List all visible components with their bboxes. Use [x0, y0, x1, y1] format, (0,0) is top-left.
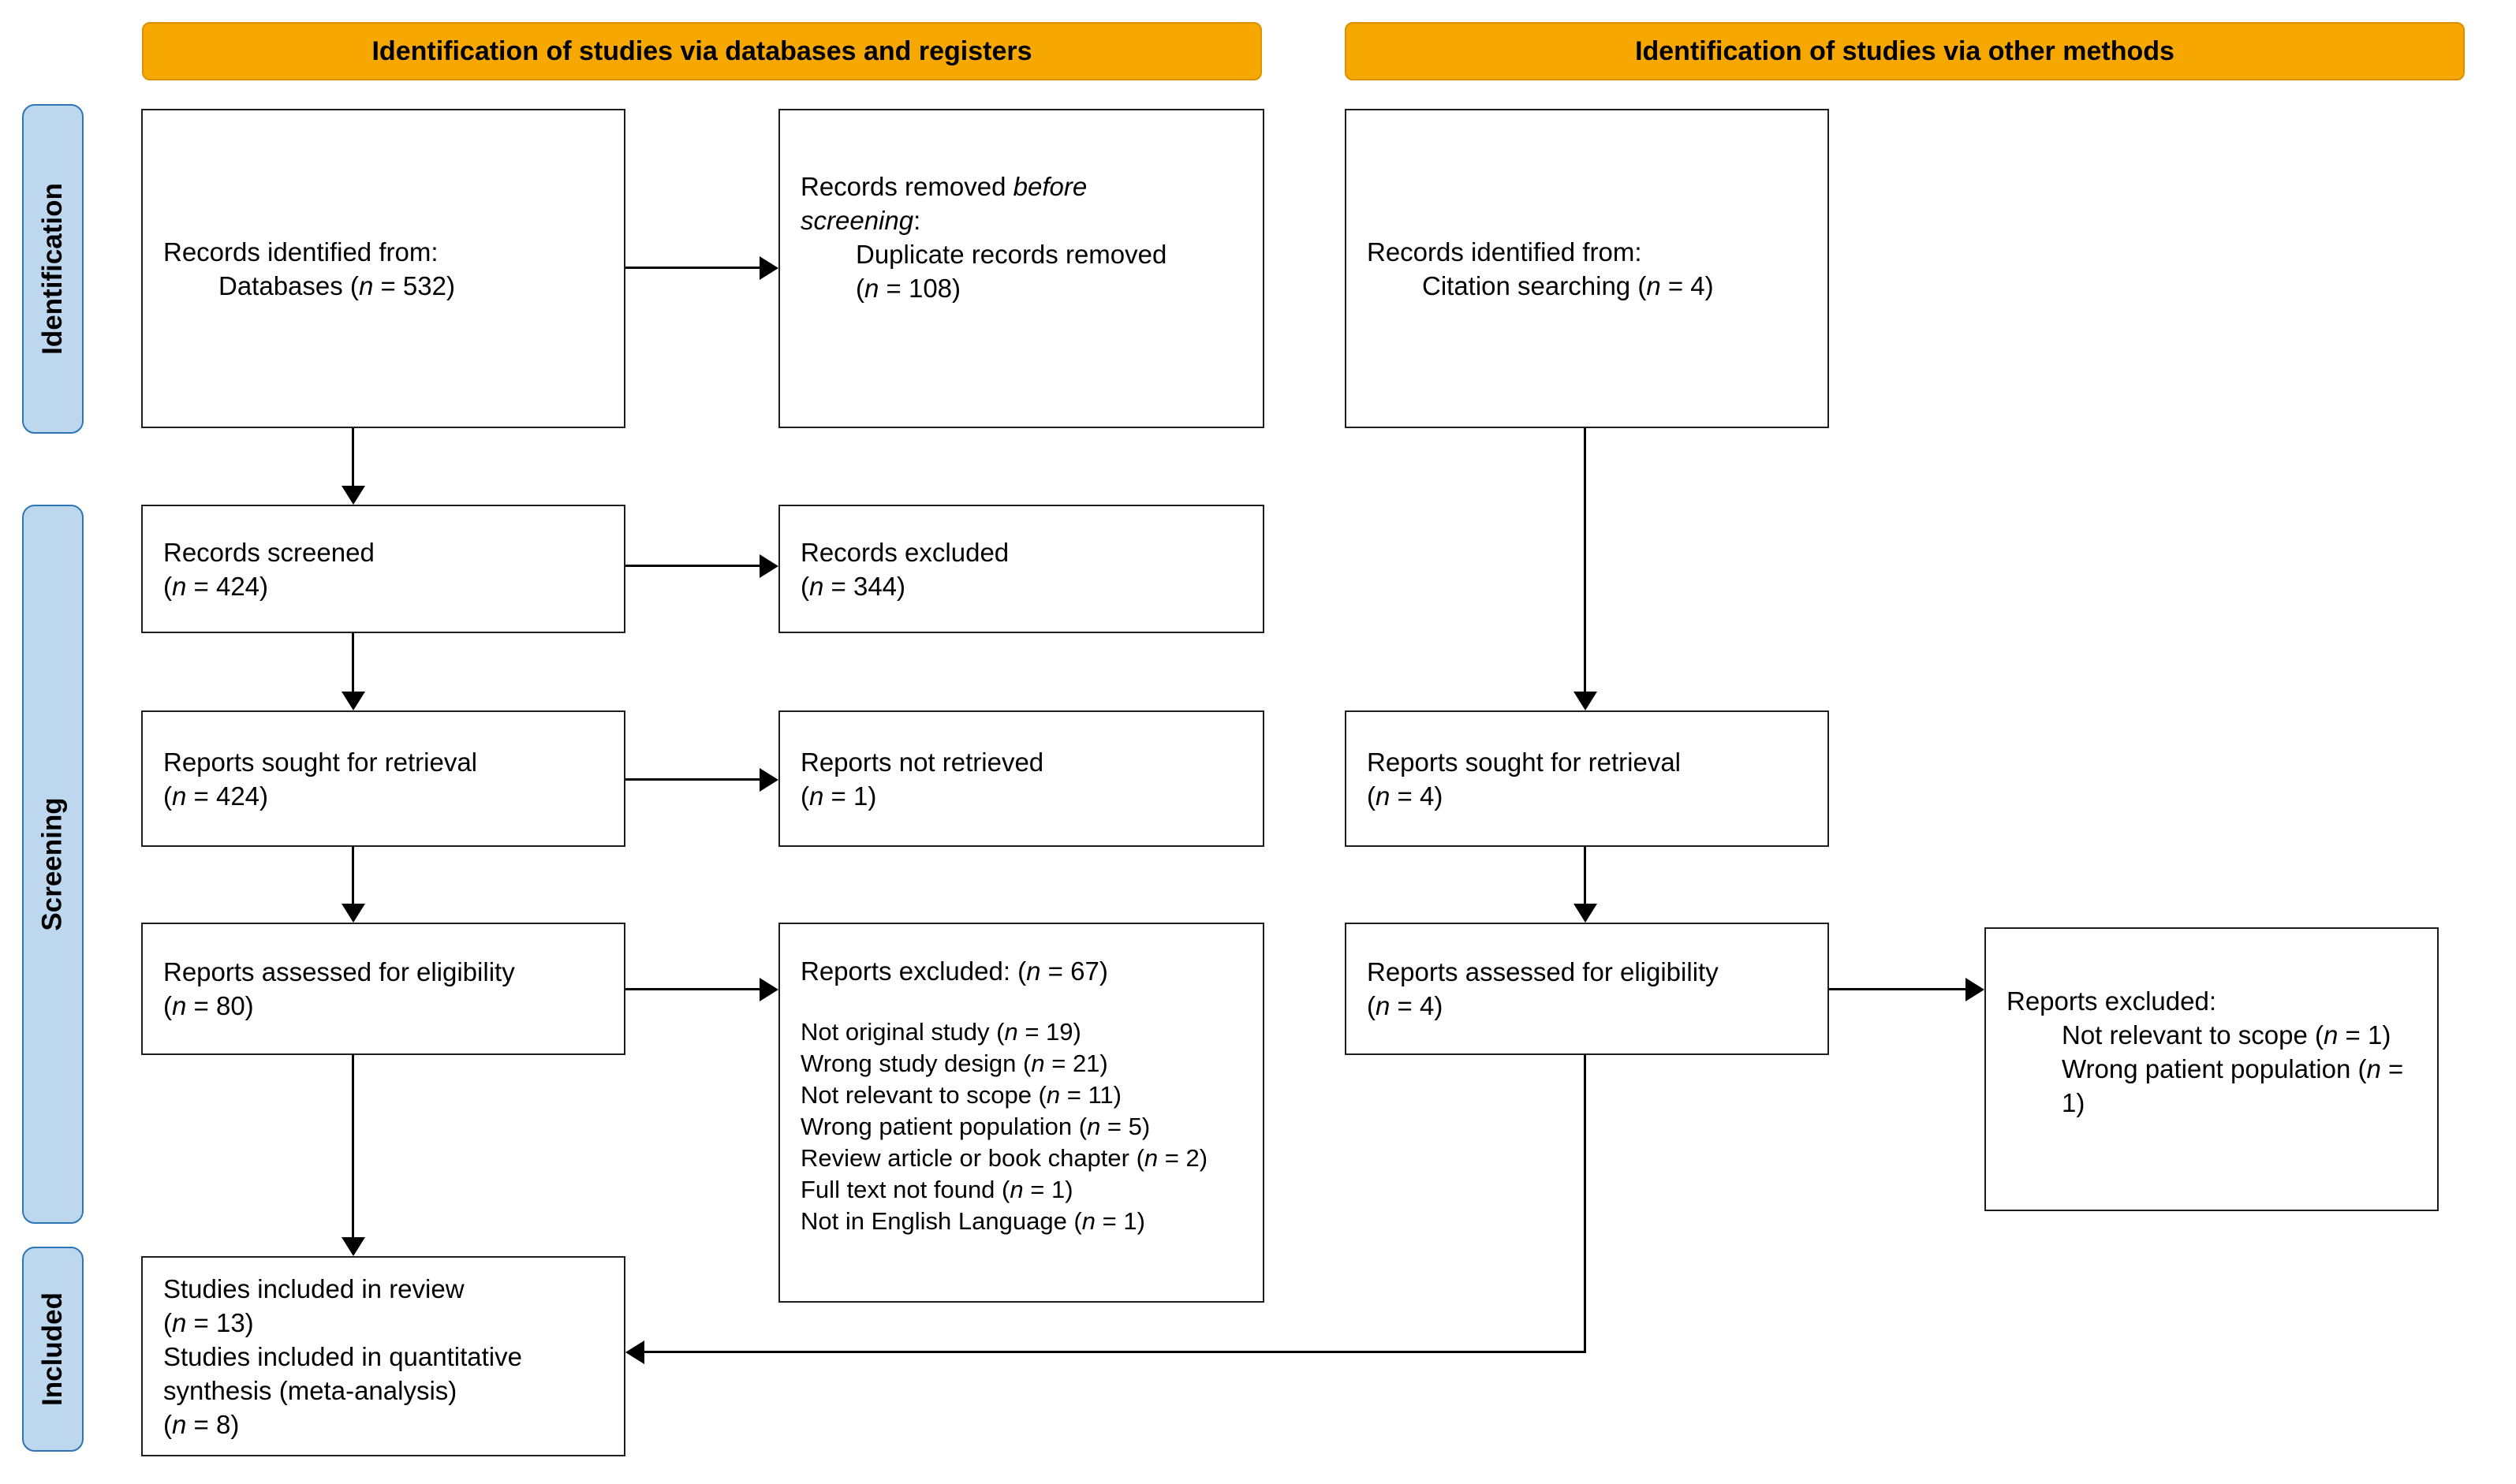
arrow-identified-to-removed-shaft: [625, 267, 761, 269]
arrow-citation-sought-to-assessed-shaft: [1584, 847, 1586, 905]
box-reports-assessed-databases: [141, 923, 625, 1055]
box-line: Records removed before: [801, 172, 1088, 201]
arrow-citation-to-sought-shaft: [1584, 428, 1586, 693]
box-line: Records screened: [163, 537, 375, 567]
box-records-identified-citation: [1345, 109, 1829, 428]
arrow-screened-to-excluded-shaft: [625, 565, 761, 567]
box-line: Studies included in quantitative: [163, 1342, 522, 1371]
box-records-excluded: [778, 505, 1264, 633]
box-line: Reports assessed for eligibility: [1367, 957, 1719, 986]
box-reports-assessed-other: [1345, 923, 1829, 1055]
box-line: (n = 108): [856, 274, 961, 303]
box-line: Reports sought for retrieval: [1367, 747, 1682, 777]
stage-included: [22, 1247, 84, 1452]
box-line: Wrong study design (n = 21): [801, 1050, 1108, 1077]
connector-citation-to-included-head: [625, 1340, 644, 1364]
box-reports-excluded-databases: [778, 923, 1264, 1303]
arrow-screened-to-excluded-head: [760, 554, 778, 578]
box-line: Not original study (n = 19): [801, 1018, 1081, 1046]
arrow-identified-to-screened-head: [342, 486, 365, 505]
arrow-citation-assessed-to-excluded-head: [1965, 978, 1984, 1001]
box-line: Not relevant to scope (n = 11): [801, 1081, 1122, 1109]
arrow-citation-sought-to-assessed-head: [1573, 904, 1597, 923]
box-line: Reports not retrieved: [801, 747, 1044, 777]
box-records-removed: [778, 109, 1264, 428]
header-other-methods: Identification of studies via other methods: [1345, 22, 2465, 80]
connector-citation-to-included-horizontal: [644, 1351, 1586, 1353]
box-line: (n = 424): [163, 781, 269, 811]
arrow-identified-to-screened-shaft: [352, 428, 354, 487]
box-line: Records identified from:: [1367, 237, 1642, 267]
box-records-identified-databases: [141, 109, 625, 428]
arrow-assessed-to-included-head: [342, 1237, 365, 1256]
box-line: Duplicate records removed: [856, 240, 1167, 269]
box-line: (n = 1): [801, 781, 877, 811]
box-reports-not-retrieved: [778, 710, 1264, 847]
box-line: Full text not found (n = 1): [801, 1176, 1073, 1203]
box-line: (n = 13): [163, 1308, 254, 1337]
box-line: (n = 4): [1367, 781, 1443, 811]
box-reports-sought-databases: [141, 710, 625, 847]
stage-identification: [22, 104, 84, 434]
box-line: Citation searching (n = 4): [1422, 270, 1714, 300]
box-line: screening:: [801, 206, 921, 235]
arrow-screened-to-sought-head: [342, 692, 365, 710]
box-line: synthesis (meta-analysis): [163, 1376, 457, 1405]
box-line: Review article or book chapter (n = 2): [801, 1144, 1208, 1172]
arrow-assessed-to-included-shaft: [352, 1055, 354, 1239]
arrow-assessed-to-excluded-head: [760, 978, 778, 1001]
box-line: Studies included in review: [163, 1274, 465, 1303]
box-studies-included: [141, 1256, 625, 1456]
box-line: Wrong patient population (n =: [2062, 1054, 2404, 1083]
box-records-screened: [141, 505, 625, 633]
box-reports-excluded-other: [1984, 927, 2439, 1211]
box-line: (n = 80): [163, 991, 254, 1020]
box-line: Reports excluded: (n = 67): [801, 956, 1108, 986]
arrow-identified-to-removed-head: [760, 256, 778, 280]
connector-citation-to-included-vertical: [1584, 1055, 1586, 1353]
box-line: 1): [2062, 1088, 2085, 1117]
stage-label-identification: Identification: [37, 183, 68, 355]
arrow-sought-to-not-retrieved-shaft: [625, 778, 761, 781]
box-line: Not relevant to scope (n = 1): [2062, 1020, 2391, 1050]
box-line: Databases (n = 532): [218, 270, 455, 300]
box-line: Reports excluded:: [2006, 986, 2216, 1016]
arrow-sought-to-assessed-shaft: [352, 847, 354, 905]
box-reports-sought-other: [1345, 710, 1829, 847]
box-line: Reports assessed for eligibility: [163, 957, 515, 986]
box-line: Reports sought for retrieval: [163, 747, 478, 777]
box-line: [801, 988, 1249, 1016]
stage-label-included: Included: [37, 1292, 68, 1406]
box-line: Records identified from:: [163, 237, 439, 267]
header-databases-registers: Identification of studies via databases and registers: [142, 22, 1262, 80]
arrow-sought-to-assessed-head: [342, 904, 365, 923]
box-line: Not in English Language (n = 1): [801, 1207, 1145, 1235]
box-line: (n = 4): [1367, 991, 1443, 1020]
stage-screening: [22, 505, 84, 1224]
arrow-assessed-to-excluded-shaft: [625, 988, 761, 990]
box-line: (n = 8): [163, 1410, 240, 1439]
box-line: (n = 344): [801, 571, 906, 601]
stage-label-screening: Screening: [37, 797, 69, 931]
arrow-sought-to-not-retrieved-head: [760, 768, 778, 792]
box-line: (n = 424): [163, 571, 269, 601]
box-line: Records excluded: [801, 537, 1010, 567]
box-line: Wrong patient population (n = 5): [801, 1113, 1151, 1140]
arrow-citation-to-sought-head: [1573, 692, 1597, 710]
arrow-citation-assessed-to-excluded-shaft: [1829, 988, 1967, 990]
arrow-screened-to-sought-shaft: [352, 633, 354, 693]
